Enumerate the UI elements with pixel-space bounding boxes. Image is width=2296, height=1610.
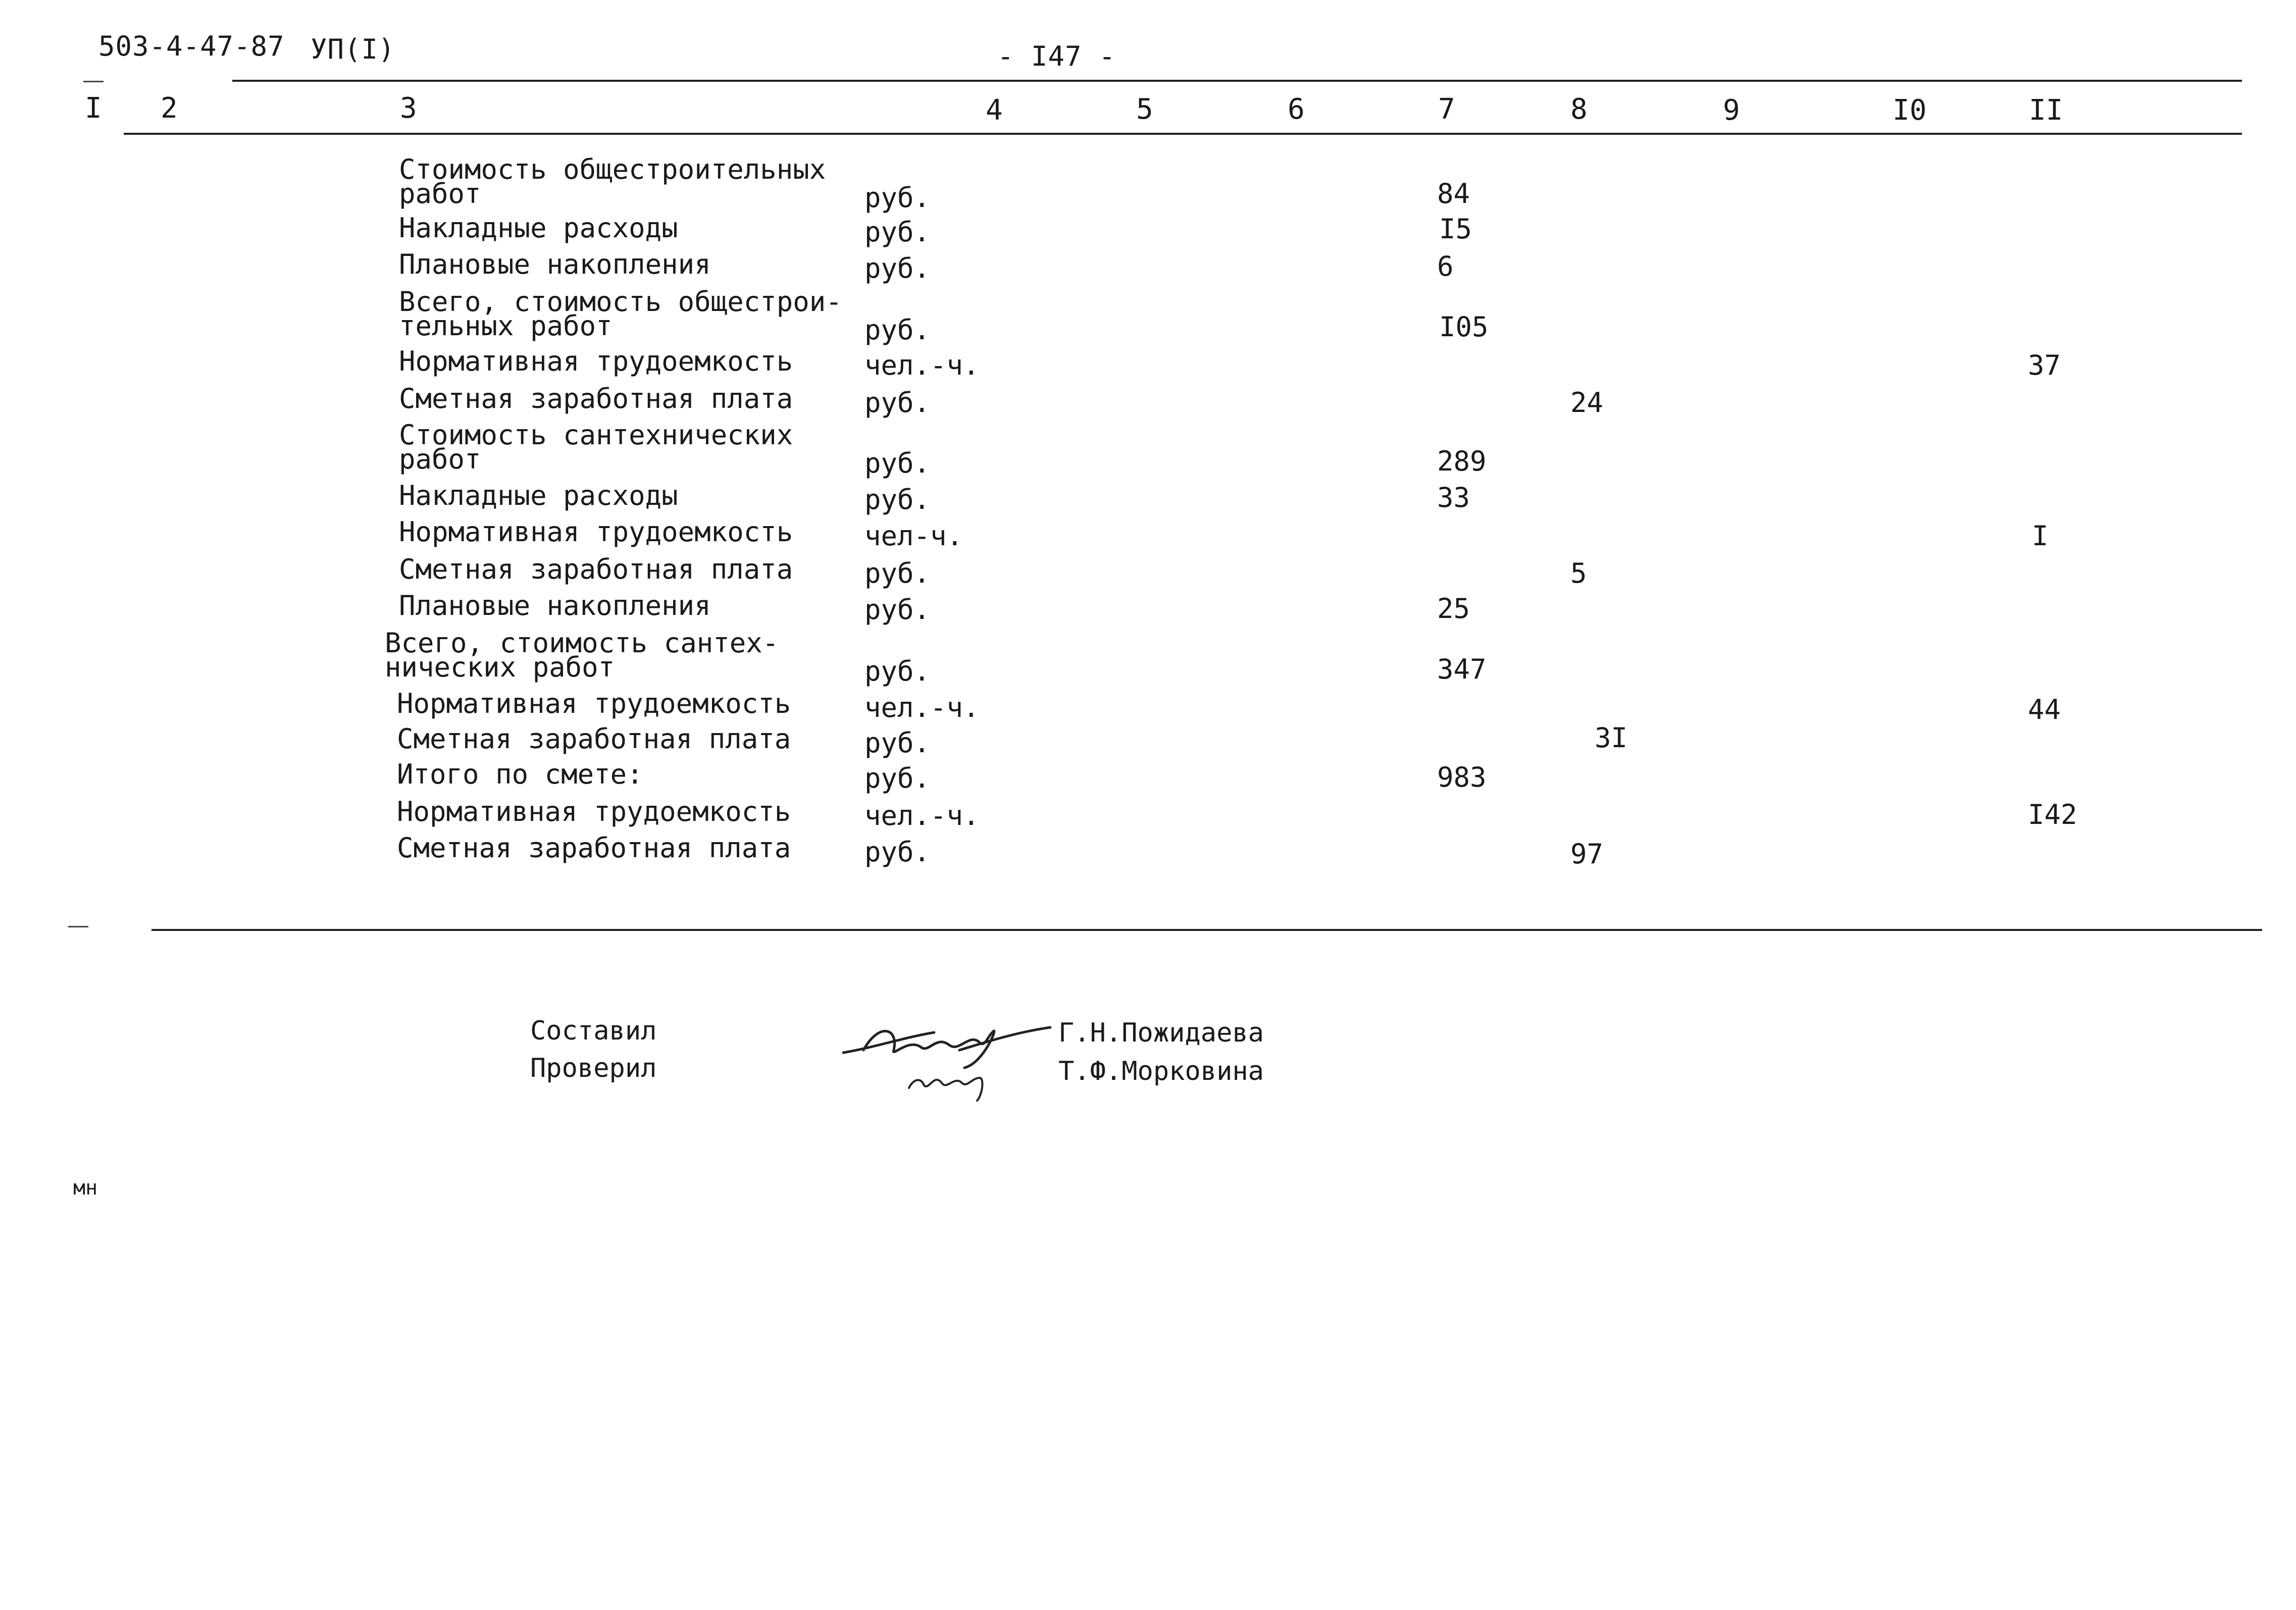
bottom-rule-stub (68, 926, 88, 927)
row-name: Итого по смете: (397, 758, 643, 790)
row-unit: чел-ч. (864, 520, 963, 552)
row-unit: чел.-ч. (864, 349, 980, 381)
checked-label: Проверил (530, 1053, 657, 1083)
row-unit: руб. (864, 836, 931, 868)
row-col11: 44 (2028, 694, 2061, 725)
column-header: 9 (1723, 94, 1740, 127)
row-unit: чел.-ч. (864, 692, 980, 723)
column-header: II (2029, 94, 2063, 127)
column-header: 4 (986, 94, 1003, 127)
column-header: 2 (161, 92, 178, 125)
row-unit: руб. (864, 182, 931, 214)
row-unit: руб. (864, 594, 931, 626)
footer-mark: мн (73, 1176, 98, 1200)
album-code: УП(I) (311, 33, 395, 65)
row-unit: руб. (864, 727, 931, 759)
top-rule (232, 80, 2242, 82)
row-unit: руб. (864, 447, 931, 479)
row-unit: руб. (864, 655, 931, 687)
row-name: Накладные расходы (399, 212, 678, 244)
composed-name: Г.Н.Пожидаева (1058, 1018, 1264, 1048)
row-name: Сметная заработная плата (397, 832, 791, 864)
row-name: Всего, стоимость сантех- нических работ (385, 627, 779, 683)
column-header: 5 (1136, 93, 1153, 126)
row-unit: руб. (864, 216, 931, 248)
row-col8: 3I (1595, 722, 1628, 754)
row-unit: руб. (864, 484, 931, 515)
row-unit: руб. (864, 252, 931, 284)
column-header: I (85, 92, 102, 125)
column-header: 3 (400, 92, 417, 125)
row-name: Сметная заработная плата (399, 553, 793, 585)
row-col7: 25 (1437, 593, 1470, 625)
row-col8: 5 (1570, 557, 1587, 589)
row-name: Нормативная трудоемкость (399, 516, 793, 548)
row-col11: 37 (2028, 349, 2061, 381)
row-name: Нормативная трудоемкость (399, 345, 793, 377)
row-unit: чел.-ч. (864, 800, 980, 832)
row-col7: I05 (1439, 311, 1489, 343)
row-col7: 6 (1437, 250, 1454, 282)
row-name: Сметная заработная плата (397, 723, 791, 755)
row-unit: руб. (864, 314, 931, 346)
row-name: Накладные расходы (399, 480, 678, 511)
row-col7: 33 (1437, 482, 1470, 513)
row-col7: I5 (1439, 213, 1472, 245)
page-number: - I47 - (997, 40, 1116, 72)
row-name: Сметная заработная плата (399, 383, 793, 414)
checked-name: Т.Ф.Морковина (1058, 1056, 1264, 1086)
bottom-rule (151, 929, 2262, 931)
composed-label: Составил (530, 1016, 657, 1046)
row-col7: 983 (1437, 761, 1487, 793)
row-name: Плановые накопления (399, 590, 711, 621)
row-name: Нормативная трудоемкость (397, 796, 791, 827)
row-col7: 289 (1437, 445, 1487, 477)
header-rule (124, 133, 2242, 135)
row-col8: 97 (1570, 838, 1604, 870)
row-name: Стоимость общестроительных работ (399, 153, 826, 210)
column-header: 6 (1288, 93, 1305, 126)
row-unit: руб. (864, 762, 931, 794)
row-col8: 24 (1570, 387, 1604, 419)
column-header: 7 (1438, 93, 1455, 126)
column-header: 8 (1570, 93, 1588, 126)
column-header: I0 (1893, 94, 1927, 127)
handwritten-signature (833, 1002, 1070, 1103)
row-name: Стоимость сантехнических работ (399, 419, 793, 475)
row-name: Нормативная трудоемкость (397, 688, 791, 719)
row-name: Плановые накопления (399, 248, 711, 280)
doc-code: 503-4-47-87 (98, 30, 285, 62)
row-col7: 84 (1437, 178, 1470, 210)
row-unit: руб. (864, 557, 931, 589)
row-col7: 347 (1437, 653, 1487, 685)
row-unit: руб. (864, 387, 931, 419)
row-name: Всего, стоимость общестрои- тельных работ (399, 286, 842, 342)
row-col11: I42 (2028, 799, 2077, 830)
row-col11: I (2032, 520, 2049, 552)
top-rule-stub (83, 81, 104, 82)
